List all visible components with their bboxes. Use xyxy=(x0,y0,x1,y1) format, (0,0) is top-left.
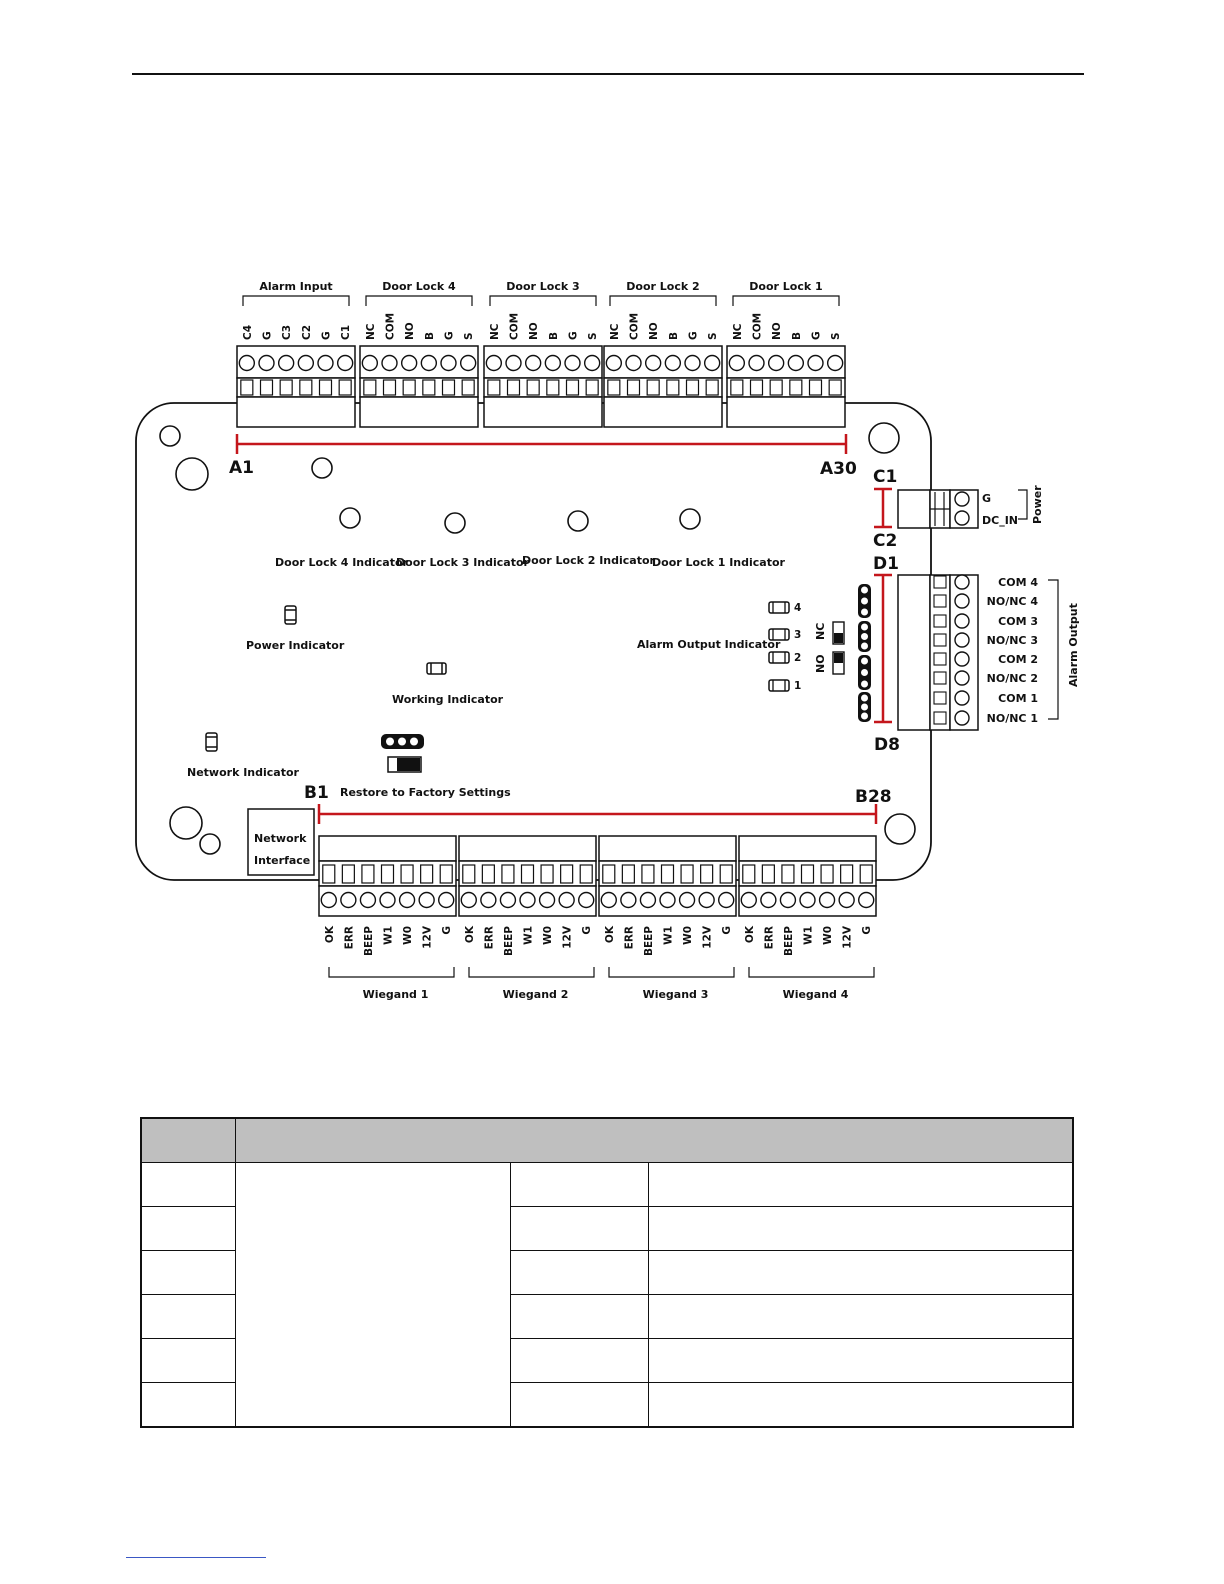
top-pin-label: G xyxy=(567,331,580,340)
door-lock-1-indicator-label: Door Lock 1 Indicator xyxy=(652,556,785,569)
top-pin-label: NO xyxy=(404,322,417,340)
alarm-output-pin-label: COM 2 xyxy=(998,653,1038,666)
marker-a30: A30 xyxy=(820,459,857,479)
bottom-pin-label: W0 xyxy=(542,926,555,945)
table-cell xyxy=(510,1383,648,1428)
table-cell xyxy=(648,1383,1073,1428)
bottom-pin-label: W1 xyxy=(382,926,395,945)
alarm-led-number: 3 xyxy=(794,629,802,641)
alarm-output-pin-label: NO/NC 4 xyxy=(986,595,1038,608)
top-pin-label: C2 xyxy=(300,324,313,340)
top-pin-label: S xyxy=(707,332,720,340)
footer-link-rule xyxy=(126,1557,266,1558)
top-pin-label: B xyxy=(790,331,803,340)
bottom-pin-label: BEEP xyxy=(642,926,655,957)
power-led xyxy=(285,606,296,624)
table-cell xyxy=(648,1251,1073,1295)
bottom-pin-label: ERR xyxy=(763,926,776,950)
bottom-pin-label: BEEP xyxy=(502,926,515,957)
table-cell xyxy=(648,1339,1073,1383)
bottom-group-label: Wiegand 1 xyxy=(362,988,429,1001)
bottom-pin-label: ERR xyxy=(343,926,356,950)
alarm-output-pin-label: NO/NC 3 xyxy=(986,634,1038,647)
marker-b28: B28 xyxy=(855,787,892,807)
switch-no-label: NO xyxy=(814,654,827,673)
bottom-pin-label: W0 xyxy=(682,926,695,945)
marker-c2: C2 xyxy=(873,531,898,551)
top-pin-label: G xyxy=(261,331,274,340)
bottom-pin-label: G xyxy=(581,926,594,935)
door-lock-2-indicator-label: Door Lock 2 Indicator xyxy=(522,554,655,567)
top-pin-label: NO xyxy=(528,322,541,340)
legend-header-cell xyxy=(235,1118,1073,1163)
network-led xyxy=(206,733,217,751)
top-terminal-blocks xyxy=(237,280,845,427)
legend-header-row xyxy=(141,1118,1073,1163)
bottom-pin-label: 12V xyxy=(561,926,574,949)
door-lock-4-indicator-label: Door Lock 4 Indicator xyxy=(275,556,408,569)
top-group-label: Door Lock 4 xyxy=(382,280,456,293)
alarm-output-pin-label: COM 3 xyxy=(998,615,1038,628)
power-pin-dc-in: DC_IN xyxy=(982,514,1019,527)
top-pin-label: S xyxy=(587,332,600,340)
bottom-group-label: Wiegand 2 xyxy=(502,988,569,1001)
network-interface-label-2: Interface xyxy=(254,854,311,867)
top-pin-label: S xyxy=(463,332,476,340)
bottom-pin-label: W1 xyxy=(522,926,535,945)
bottom-pin-label: ERR xyxy=(623,926,636,950)
top-pin-label: NC xyxy=(488,323,501,340)
alarm-output-pin-label: NO/NC 1 xyxy=(986,712,1038,725)
marker-a1: A1 xyxy=(229,458,254,478)
top-pin-label: S xyxy=(830,332,843,340)
bottom-pin-label: 12V xyxy=(841,926,854,949)
bottom-pin-label: G xyxy=(861,926,874,935)
bottom-pin-label: 12V xyxy=(701,926,714,949)
marker-b1: B1 xyxy=(304,783,329,803)
top-pin-label: C4 xyxy=(241,324,254,340)
alarm-output-pin-label: COM 4 xyxy=(998,576,1038,589)
top-pin-label: G xyxy=(443,331,456,340)
top-pin-label: COM xyxy=(751,312,764,340)
bottom-group-label: Wiegand 4 xyxy=(782,988,849,1001)
bottom-pin-label: BEEP xyxy=(782,926,795,957)
working-indicator-label: Working Indicator xyxy=(392,693,504,706)
bottom-pin-label: OK xyxy=(743,926,756,944)
table-cell xyxy=(510,1295,648,1339)
top-pin-label: NC xyxy=(731,323,744,340)
table-cell xyxy=(141,1383,235,1428)
bottom-pin-label: OK xyxy=(323,926,336,944)
table-cell xyxy=(141,1251,235,1295)
top-pin-label: COM xyxy=(384,312,397,340)
top-group-label: Door Lock 2 xyxy=(626,280,700,293)
table-cell xyxy=(510,1339,648,1383)
top-pin-label: NC xyxy=(608,323,621,340)
legend-header-cell xyxy=(141,1118,235,1163)
legend-table xyxy=(140,1117,1074,1428)
table-cell xyxy=(141,1163,235,1207)
bottom-pin-label: G xyxy=(721,926,734,935)
top-group-label: Door Lock 3 xyxy=(506,280,580,293)
bottom-pin-label: G xyxy=(441,926,454,935)
power-label: Power xyxy=(1031,485,1044,524)
power-pin-g: G xyxy=(982,492,992,505)
top-pin-label: G xyxy=(810,331,823,340)
working-led xyxy=(427,663,446,674)
switch-nc-label: NC xyxy=(814,622,827,640)
top-pin-label: C1 xyxy=(340,324,353,340)
marker-d1: D1 xyxy=(873,554,899,574)
top-pin-label: COM xyxy=(628,312,641,340)
network-interface-label-1: Network xyxy=(254,832,307,845)
top-pin-label: B xyxy=(547,331,560,340)
alarm-led-number: 4 xyxy=(794,602,802,614)
bottom-pin-label: OK xyxy=(463,926,476,944)
top-pin-label: COM xyxy=(508,312,521,340)
marker-d8: D8 xyxy=(874,735,900,755)
table-cell xyxy=(141,1207,235,1251)
restore-factory-label: Restore to Factory Settings xyxy=(340,786,511,799)
table-cell xyxy=(648,1295,1073,1339)
table-row xyxy=(141,1163,1073,1207)
alarm-led-number: 2 xyxy=(794,652,802,664)
top-pin-label: B xyxy=(423,331,436,340)
bottom-pin-label: OK xyxy=(603,926,616,944)
top-group-label: Door Lock 1 xyxy=(749,280,823,293)
top-pin-label: G xyxy=(687,331,700,340)
alarm-output-pin-label: COM 1 xyxy=(998,692,1038,705)
bottom-pin-label: 12V xyxy=(421,926,434,949)
alarm-led-number: 1 xyxy=(794,680,802,692)
table-cell xyxy=(648,1207,1073,1251)
marker-c1: C1 xyxy=(873,467,898,487)
network-indicator-label: Network Indicator xyxy=(187,766,299,779)
top-pin-label: NO xyxy=(771,322,784,340)
table-cell xyxy=(510,1207,648,1251)
top-pin-label: NO xyxy=(648,322,661,340)
table-cell xyxy=(235,1163,510,1428)
power-indicator-label: Power Indicator xyxy=(246,639,345,652)
bottom-pin-label: W1 xyxy=(662,926,675,945)
bottom-pin-label: ERR xyxy=(483,926,496,950)
bottom-pin-label: BEEP xyxy=(362,926,375,957)
door-lock-3-indicator-label: Door Lock 3 Indicator xyxy=(396,556,529,569)
bottom-pin-label: W0 xyxy=(822,926,835,945)
top-group-label: Alarm Input xyxy=(259,280,333,293)
alarm-output-indicator-label: Alarm Output Indicator xyxy=(637,638,781,651)
bottom-pin-label: W0 xyxy=(402,926,415,945)
bottom-pin-label: W1 xyxy=(802,926,815,945)
table-cell xyxy=(141,1295,235,1339)
top-pin-label: G xyxy=(320,331,333,340)
bottom-group-label: Wiegand 3 xyxy=(642,988,709,1001)
table-cell xyxy=(510,1163,648,1207)
table-cell xyxy=(141,1339,235,1383)
alarm-output-pin-label: NO/NC 2 xyxy=(986,672,1038,685)
alarm-output-label: Alarm Output xyxy=(1067,603,1080,687)
table-cell xyxy=(648,1163,1073,1207)
top-pin-label: B xyxy=(667,331,680,340)
table-cell xyxy=(510,1251,648,1295)
top-pin-label: NC xyxy=(364,323,377,340)
top-pin-label: C3 xyxy=(281,324,294,340)
